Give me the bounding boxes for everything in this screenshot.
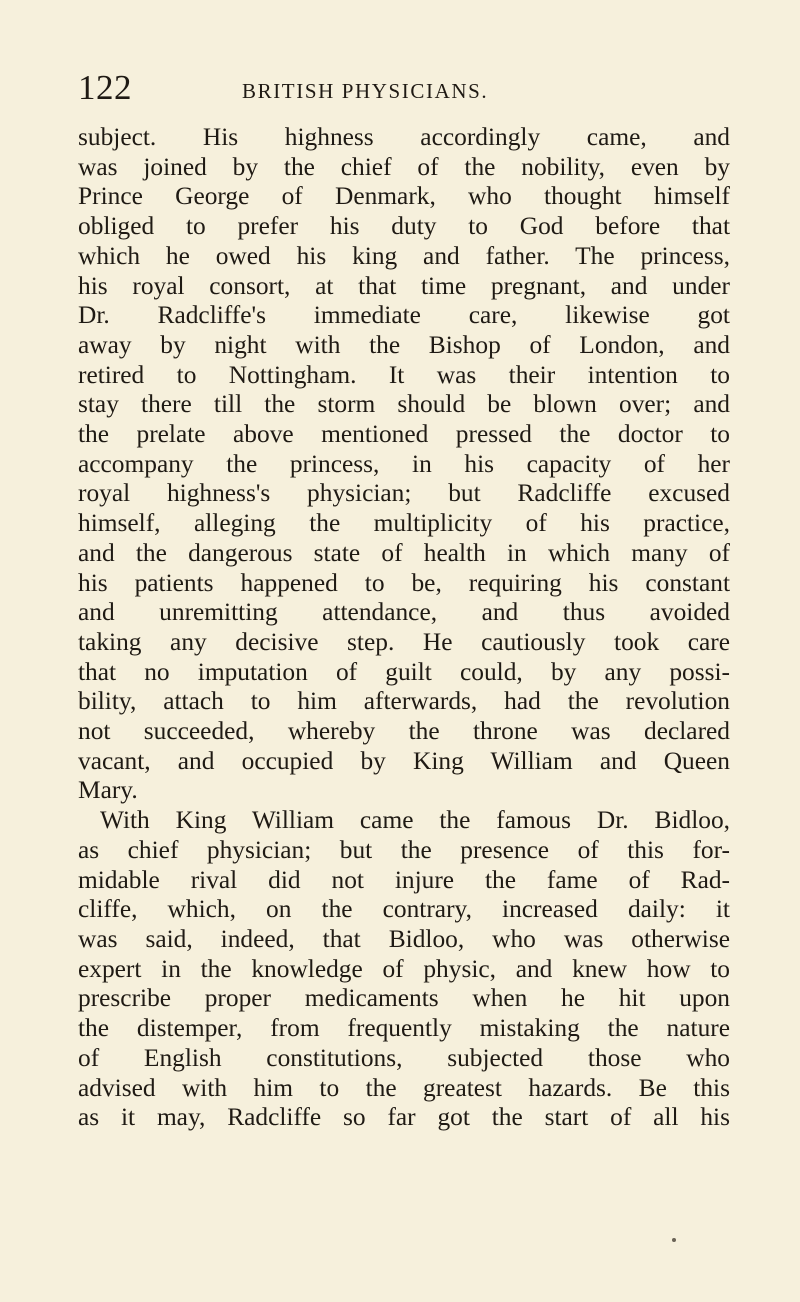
text-line: away by night with the Bishop of London, and: [78, 330, 730, 359]
page-number: 122: [78, 68, 132, 107]
text-line: the prelate above mentioned pressed the doctor to: [78, 420, 730, 449]
text-line: was joined by the chief of the nobility, even by: [78, 152, 730, 181]
text-line: subject. His highness accordingly came, and: [78, 123, 730, 151]
text-line: his royal consort, at that time pregnant, and under: [78, 271, 730, 300]
text-line: bility, attach to him afterwards, had the revolution: [78, 687, 730, 716]
text-line: and the dangerous state of health in which many of: [78, 538, 730, 567]
paragraph-end-line: Mary.: [78, 776, 138, 805]
text-line: as it may, Radcliffe so far got the start of all his: [78, 1103, 730, 1132]
text-line: his patients happened to be, requiring his constant: [78, 568, 730, 597]
text-line: obliged to prefer his duty to God before that: [78, 212, 730, 241]
text-line: prescribe proper medicaments when he hit upon: [78, 984, 730, 1013]
page-header: [78, 68, 718, 116]
text-line: accompany the princess, in his capacity of her: [78, 449, 730, 478]
text-line: expert in the knowledge of physic, and knew how to: [78, 954, 730, 983]
paper-speck: [672, 1238, 676, 1242]
text-line: vacant, and occupied by King William and Queen: [78, 746, 730, 775]
text-line: and unremitting attendance, and thus avoided: [78, 598, 730, 627]
text-line: midable rival did not injure the fame of Rad-: [78, 865, 730, 894]
paragraph-start-line: With King William came the famous Dr. Bidloo,: [100, 806, 730, 835]
text-line: which he owed his king and father. The princess,: [78, 241, 730, 270]
text-line: taking any decisive step. He cautiously took care: [78, 627, 730, 656]
text-line: not succeeded, whereby the throne was declared: [78, 717, 730, 746]
body-text: [78, 123, 730, 1133]
running-head: BRITISH PHYSICIANS.: [242, 79, 489, 103]
text-line: cliffe, which, on the contrary, increased daily: it: [78, 895, 730, 924]
text-line: Dr. Radcliffe's immediate care, likewise got: [78, 301, 730, 330]
text-line: of English constitutions, subjected those who: [78, 1043, 730, 1072]
text-line: advised with him to the greatest hazards. Be this: [78, 1073, 730, 1102]
text-line: as chief physician; but the presence of this for-: [78, 835, 730, 864]
text-line: that no imputation of guilt could, by any possi-: [78, 657, 730, 686]
text-line: was said, indeed, that Bidloo, who was otherwise: [78, 924, 730, 953]
text-line: himself, alleging the multiplicity of his practice,: [78, 509, 730, 538]
text-line: royal highness's physician; but Radcliffe excused: [78, 479, 730, 508]
text-line: Prince George of Denmark, who thought himself: [78, 182, 730, 211]
text-line: stay there till the storm should be blown over; and: [78, 390, 730, 419]
text-line: retired to Nottingham. It was their intention to: [78, 360, 730, 389]
text-line: the distemper, from frequently mistaking the nature: [78, 1014, 730, 1043]
